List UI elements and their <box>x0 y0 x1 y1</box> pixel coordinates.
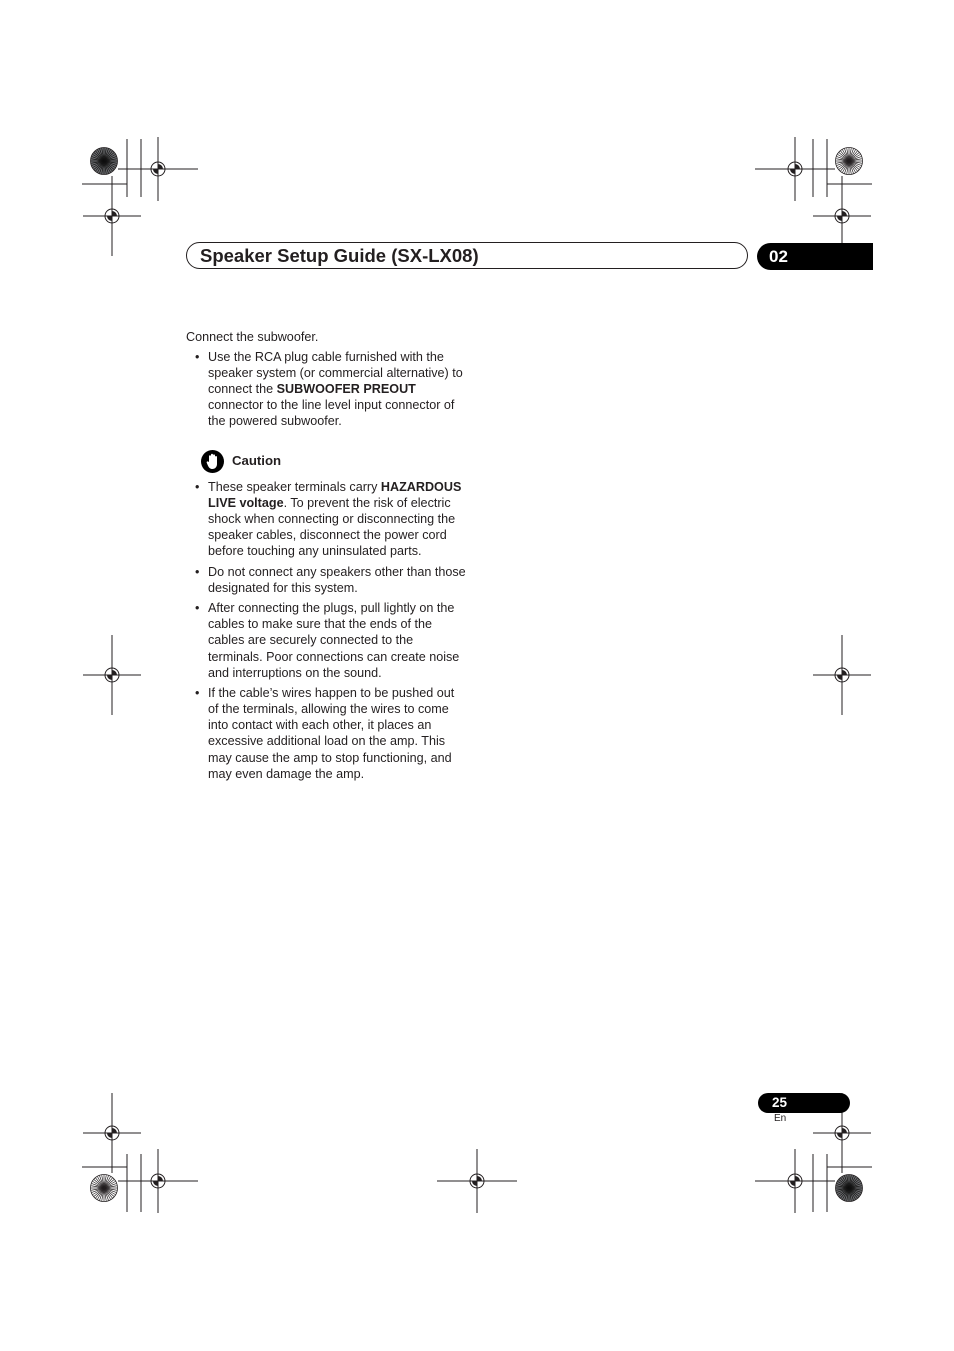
caution-label: Caution <box>232 453 282 469</box>
registration-mark <box>118 137 198 201</box>
star-wheel-mark <box>91 1175 118 1202</box>
warning-emphasis: HAZARDOUS LIVE voltage <box>208 479 462 510</box>
star-wheel-mark <box>836 1175 863 1202</box>
section-header-bar <box>186 242 748 269</box>
intro-text: Connect the subwoofer. <box>186 330 319 344</box>
registration-mark <box>437 1149 517 1213</box>
chapter-number-tab <box>757 243 873 270</box>
list-item: • These speaker terminals carry HAZARDOUS LIVE voltage. To prevent the risk of electric shock when connecting or disconnecting the speaker cables, disconnect the power cord before touching any uninsulated parts. <box>186 479 466 559</box>
connector-name: SUBWOOFER PREOUT <box>276 382 416 397</box>
step-list <box>186 349 466 429</box>
list-item: • After connecting the plugs, pull lightly on the cables to make sure that the ends of the cables are securely connected to the terminals. Poor connections can create noise and interruptions on the sound. <box>186 600 466 680</box>
hand-stop-icon <box>201 450 224 473</box>
registration-mark <box>118 1149 198 1213</box>
registration-mark <box>83 635 141 715</box>
list-item: • If the cable’s wires happen to be pushed out of the terminals, allowing the wires to come into contact with each other, it places an excessive additional load on the amp. This may cause the amp to stop functioning, and may even damage the amp. <box>186 685 466 782</box>
caution-list <box>186 479 466 782</box>
registration-mark <box>83 1093 141 1173</box>
chapter-number: 02 <box>769 247 788 266</box>
list-item: • Do not connect any speakers other than those designated for this system. <box>186 564 466 596</box>
star-wheel-mark <box>836 148 863 175</box>
section-title: Speaker Setup Guide (SX-LX08) <box>200 245 479 266</box>
registration-mark <box>83 176 141 256</box>
registration-mark <box>813 635 871 715</box>
list-item: • Use the RCA plug cable furnished with the speaker system (or commercial alternative) to connect the SUBWOOFER PREOUT connector to the line level input connector of the powered subwoofer. <box>186 349 466 429</box>
registration-mark <box>755 1149 835 1213</box>
caution-heading <box>201 450 466 473</box>
registration-mark <box>755 137 835 201</box>
star-wheel-mark <box>91 148 118 175</box>
page-number: 25 <box>772 1095 788 1110</box>
main-column <box>186 329 466 786</box>
language-code: En <box>774 1113 787 1124</box>
page-number-tab <box>758 1093 850 1113</box>
